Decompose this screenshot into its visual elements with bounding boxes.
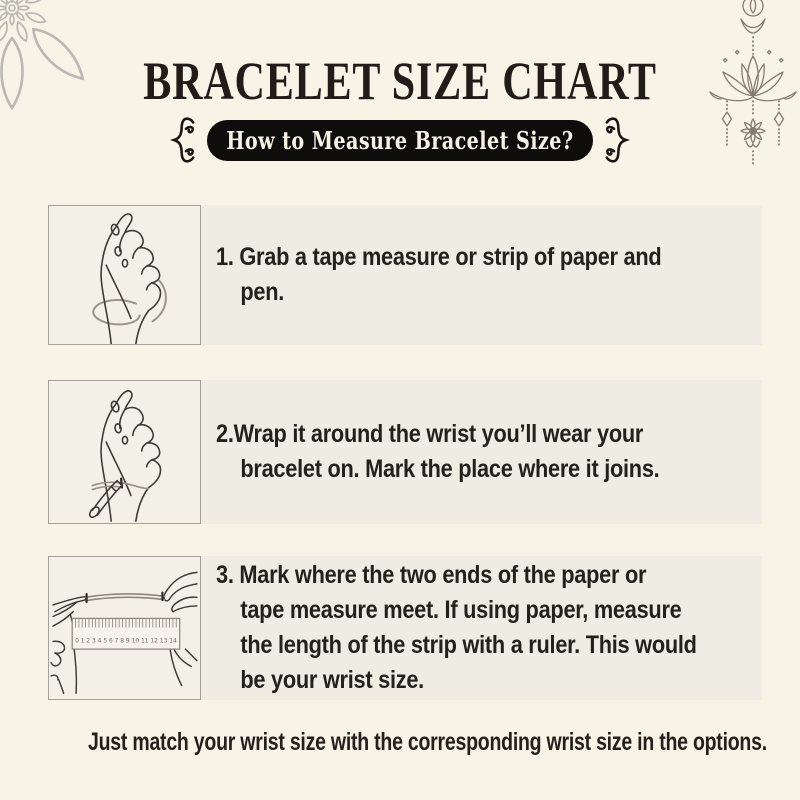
step2-illustration-box	[48, 380, 201, 524]
step-line: pen.	[240, 278, 285, 306]
page-title: BRACELET SIZE CHART	[143, 51, 657, 111]
step1-text	[216, 240, 661, 310]
subtitle-badge-label: How to Measure Bracelet Size?	[226, 125, 574, 155]
left-flourish-icon	[166, 115, 198, 165]
step-line: tape measure meet. If using paper, measure	[240, 596, 682, 624]
step1-illustration-box	[48, 205, 201, 345]
step-line: bracelet on. Mark the place where it joins.	[240, 455, 660, 483]
step-row-2	[48, 380, 762, 524]
step-line: 2.Wrap it around the wrist you’ll wear your	[216, 420, 644, 448]
right-flourish-icon	[602, 115, 634, 165]
step-row-1	[48, 205, 762, 345]
step-row-3	[48, 556, 762, 700]
step3-illustration-box	[48, 556, 201, 700]
step2-text	[216, 417, 659, 487]
subtitle-row	[0, 116, 800, 164]
hand-with-pen-illustration	[49, 381, 200, 523]
step-line: 3. Mark where the two ends of the paper or	[216, 561, 647, 589]
step-line: be your wrist size.	[240, 666, 424, 694]
step-line: 1. Grab a tape measure or strip of paper and	[216, 243, 662, 271]
step3-text	[216, 558, 697, 698]
ruler-numbers: 0 1 2 3 4 5 6 7 8 9 10 11 12 13 14	[75, 637, 178, 645]
hands-ruler-illustration	[49, 557, 200, 699]
step-line: the length of the strip with a ruler. This would	[240, 631, 697, 659]
subtitle-badge	[207, 120, 593, 161]
hand-with-tape-loop-illustration	[49, 206, 200, 344]
steps-list	[48, 205, 762, 700]
footer-note: Just match your wrist size with the corresponding wrist size in the options.	[88, 728, 767, 756]
